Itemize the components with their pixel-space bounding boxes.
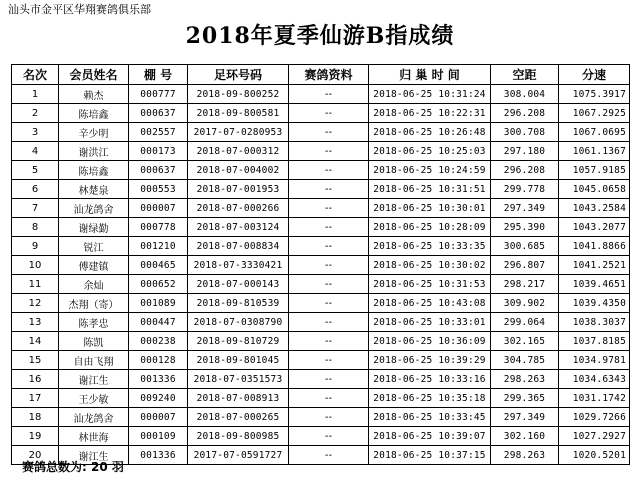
- rank-cell: 20: [12, 446, 59, 465]
- distance-cell: 298.263: [491, 370, 559, 389]
- table-row: [12, 142, 630, 161]
- rank-cell: 3: [12, 123, 59, 142]
- table-row: [12, 389, 630, 408]
- speed-cell: 1039.4350: [559, 294, 630, 313]
- page-title: 2018年夏季仙游B指成绩: [185, 23, 455, 49]
- rank-cell: 15: [12, 351, 59, 370]
- distance-cell: 297.349: [491, 199, 559, 218]
- loft-number-cell: 000007: [129, 408, 188, 427]
- arrival-time-cell: 2018-06-25 10:25:03: [369, 142, 491, 161]
- rank-cell: 9: [12, 237, 59, 256]
- arrival-time-cell: 2018-06-25 10:33:35: [369, 237, 491, 256]
- header-pigeon-info: 赛鸽资料: [289, 65, 369, 85]
- header-ring-number: 足环号码: [188, 65, 289, 85]
- pigeon-info-cell: --: [289, 256, 369, 275]
- speed-cell: 1034.6343: [559, 370, 630, 389]
- speed-cell: 1067.0695: [559, 123, 630, 142]
- member-name-cell: 谢绿勤: [59, 218, 129, 237]
- distance-cell: 302.160: [491, 427, 559, 446]
- arrival-time-cell: 2018-06-25 10:43:08: [369, 294, 491, 313]
- loft-number-cell: 000007: [129, 199, 188, 218]
- member-name-cell: 王少敏: [59, 389, 129, 408]
- rank-cell: 12: [12, 294, 59, 313]
- ring-number-cell: 2018-07-008834: [188, 237, 289, 256]
- loft-number-cell: 002557: [129, 123, 188, 142]
- rank-cell: 8: [12, 218, 59, 237]
- loft-number-cell: 000553: [129, 180, 188, 199]
- speed-cell: 1057.9185: [559, 161, 630, 180]
- distance-cell: 299.064: [491, 313, 559, 332]
- member-name-cell: 自由飞翔: [59, 351, 129, 370]
- member-name-cell: 陈培鑫: [59, 161, 129, 180]
- loft-number-cell: 009240: [129, 389, 188, 408]
- results-table: [11, 64, 630, 465]
- loft-number-cell: 001336: [129, 370, 188, 389]
- speed-cell: 1038.3037: [559, 313, 630, 332]
- rank-cell: 13: [12, 313, 59, 332]
- member-name-cell: 陈培鑫: [59, 104, 129, 123]
- member-name-cell: 谢洪江: [59, 142, 129, 161]
- member-name-cell: 傅建镇: [59, 256, 129, 275]
- member-name-cell: 杰翔（寄）: [59, 294, 129, 313]
- distance-cell: 309.902: [491, 294, 559, 313]
- arrival-time-cell: 2018-06-25 10:33:16: [369, 370, 491, 389]
- distance-cell: 299.778: [491, 180, 559, 199]
- distance-cell: 296.208: [491, 161, 559, 180]
- rank-cell: 19: [12, 427, 59, 446]
- rank-cell: 5: [12, 161, 59, 180]
- pigeon-info-cell: --: [289, 351, 369, 370]
- pigeon-info-cell: --: [289, 313, 369, 332]
- arrival-time-cell: 2018-06-25 10:28:09: [369, 218, 491, 237]
- rank-cell: 4: [12, 142, 59, 161]
- member-name-cell: 林楚泉: [59, 180, 129, 199]
- arrival-time-cell: 2018-06-25 10:22:31: [369, 104, 491, 123]
- distance-cell: 296.807: [491, 256, 559, 275]
- pigeon-info-cell: --: [289, 389, 369, 408]
- member-name-cell: 辛少明: [59, 123, 129, 142]
- arrival-time-cell: 2018-06-25 10:26:48: [369, 123, 491, 142]
- member-name-cell: 锐江: [59, 237, 129, 256]
- ring-number-cell: 2018-07-000312: [188, 142, 289, 161]
- header-speed: 分速: [559, 65, 630, 85]
- distance-cell: 300.685: [491, 237, 559, 256]
- rank-cell: 1: [12, 85, 59, 104]
- pigeon-info-cell: --: [289, 161, 369, 180]
- member-name-cell: 汕龙鸽舍: [59, 199, 129, 218]
- member-name-cell: 赖杰: [59, 85, 129, 104]
- distance-cell: 308.004: [491, 85, 559, 104]
- pigeon-info-cell: --: [289, 104, 369, 123]
- distance-cell: 297.180: [491, 142, 559, 161]
- total-count: 赛鸽总数为: 20 羽: [22, 460, 124, 474]
- table-row: [12, 123, 630, 142]
- arrival-time-cell: 2018-06-25 10:31:51: [369, 180, 491, 199]
- speed-cell: 1041.8866: [559, 237, 630, 256]
- ring-number-cell: 2018-07-000266: [188, 199, 289, 218]
- rank-cell: 11: [12, 275, 59, 294]
- speed-cell: 1031.1742: [559, 389, 630, 408]
- speed-cell: 1061.1367: [559, 142, 630, 161]
- loft-number-cell: 000777: [129, 85, 188, 104]
- ring-number-cell: 2018-07-004002: [188, 161, 289, 180]
- pigeon-info-cell: --: [289, 199, 369, 218]
- loft-number-cell: 000637: [129, 104, 188, 123]
- speed-cell: 1045.0658: [559, 180, 630, 199]
- table-row: [12, 332, 630, 351]
- table-row: [12, 180, 630, 199]
- ring-number-cell: 2017-07-0591727: [188, 446, 289, 465]
- pigeon-info-cell: --: [289, 275, 369, 294]
- pigeon-info-cell: --: [289, 180, 369, 199]
- pigeon-info-cell: --: [289, 427, 369, 446]
- rank-cell: 10: [12, 256, 59, 275]
- distance-cell: 302.165: [491, 332, 559, 351]
- ring-number-cell: 2018-09-801045: [188, 351, 289, 370]
- speed-cell: 1043.2077: [559, 218, 630, 237]
- member-name-cell: 陈凯: [59, 332, 129, 351]
- distance-cell: 297.349: [491, 408, 559, 427]
- table-row: [12, 294, 630, 313]
- arrival-time-cell: 2018-06-25 10:31:24: [369, 85, 491, 104]
- ring-number-cell: 2018-07-000265: [188, 408, 289, 427]
- loft-number-cell: 001089: [129, 294, 188, 313]
- speed-cell: 1041.2521: [559, 256, 630, 275]
- table-row: [12, 85, 630, 104]
- rank-cell: 17: [12, 389, 59, 408]
- table-row: [12, 161, 630, 180]
- pigeon-info-cell: --: [289, 446, 369, 465]
- rank-cell: 16: [12, 370, 59, 389]
- loft-number-cell: 001336: [129, 446, 188, 465]
- distance-cell: 298.263: [491, 446, 559, 465]
- arrival-time-cell: 2018-06-25 10:30:02: [369, 256, 491, 275]
- ring-number-cell: 2018-09-810539: [188, 294, 289, 313]
- ring-number-cell: 2018-07-0308790: [188, 313, 289, 332]
- ring-number-cell: 2018-07-0351573: [188, 370, 289, 389]
- loft-number-cell: 000465: [129, 256, 188, 275]
- member-name-cell: 陈孝忠: [59, 313, 129, 332]
- table-row: [12, 237, 630, 256]
- table-row: [12, 408, 630, 427]
- table-row: [12, 427, 630, 446]
- pigeon-info-cell: --: [289, 123, 369, 142]
- table-row: [12, 104, 630, 123]
- table-header-row: [12, 65, 630, 85]
- rank-cell: 7: [12, 199, 59, 218]
- header-loft-number: 棚 号: [129, 65, 188, 85]
- pigeon-info-cell: --: [289, 408, 369, 427]
- loft-number-cell: 001210: [129, 237, 188, 256]
- table-row: [12, 199, 630, 218]
- arrival-time-cell: 2018-06-25 10:33:45: [369, 408, 491, 427]
- speed-cell: 1037.8185: [559, 332, 630, 351]
- loft-number-cell: 000128: [129, 351, 188, 370]
- member-name-cell: 谢江生: [59, 370, 129, 389]
- rank-cell: 18: [12, 408, 59, 427]
- arrival-time-cell: 2018-06-25 10:35:18: [369, 389, 491, 408]
- header-rank: 名次: [12, 65, 59, 85]
- arrival-time-cell: 2018-06-25 10:37:15: [369, 446, 491, 465]
- arrival-time-cell: 2018-06-25 10:39:29: [369, 351, 491, 370]
- speed-cell: 1075.3917: [559, 85, 630, 104]
- rank-cell: 6: [12, 180, 59, 199]
- ring-number-cell: 2018-07-001953: [188, 180, 289, 199]
- loft-number-cell: 000109: [129, 427, 188, 446]
- speed-cell: 1039.4651: [559, 275, 630, 294]
- loft-number-cell: 000238: [129, 332, 188, 351]
- pigeon-info-cell: --: [289, 294, 369, 313]
- pigeon-info-cell: --: [289, 237, 369, 256]
- member-name-cell: 谢江生: [59, 446, 129, 465]
- header-distance: 空距: [491, 65, 559, 85]
- speed-cell: 1043.2584: [559, 199, 630, 218]
- speed-cell: 1067.2925: [559, 104, 630, 123]
- ring-number-cell: 2018-09-810729: [188, 332, 289, 351]
- header-member-name: 会员姓名: [59, 65, 129, 85]
- ring-number-cell: 2018-07-3330421: [188, 256, 289, 275]
- arrival-time-cell: 2018-06-25 10:39:07: [369, 427, 491, 446]
- arrival-time-cell: 2018-06-25 10:30:01: [369, 199, 491, 218]
- distance-cell: 304.785: [491, 351, 559, 370]
- distance-cell: 299.365: [491, 389, 559, 408]
- speed-cell: 1020.5201: [559, 446, 630, 465]
- ring-number-cell: 2018-09-800581: [188, 104, 289, 123]
- table-body: [12, 85, 630, 465]
- member-name-cell: 汕龙鸽舍: [59, 408, 129, 427]
- rank-cell: 2: [12, 104, 59, 123]
- table-row: [12, 256, 630, 275]
- ring-number-cell: 2018-09-800252: [188, 85, 289, 104]
- pigeon-info-cell: --: [289, 142, 369, 161]
- distance-cell: 295.390: [491, 218, 559, 237]
- ring-number-cell: 2017-07-0280953: [188, 123, 289, 142]
- ring-number-cell: 2018-07-000143: [188, 275, 289, 294]
- loft-number-cell: 000173: [129, 142, 188, 161]
- loft-number-cell: 000652: [129, 275, 188, 294]
- arrival-time-cell: 2018-06-25 10:31:53: [369, 275, 491, 294]
- distance-cell: 298.217: [491, 275, 559, 294]
- table-row: [12, 275, 630, 294]
- arrival-time-cell: 2018-06-25 10:36:09: [369, 332, 491, 351]
- distance-cell: 296.208: [491, 104, 559, 123]
- pigeon-info-cell: --: [289, 370, 369, 389]
- club-name: 汕头市金平区华翔赛鸽俱乐部: [8, 3, 151, 16]
- speed-cell: 1034.9781: [559, 351, 630, 370]
- table-row: [12, 370, 630, 389]
- speed-cell: 1027.2927: [559, 427, 630, 446]
- rank-cell: 14: [12, 332, 59, 351]
- header-arrival-time: 归 巢 时 间: [369, 65, 491, 85]
- pigeon-info-cell: --: [289, 218, 369, 237]
- distance-cell: 300.708: [491, 123, 559, 142]
- arrival-time-cell: 2018-06-25 10:24:59: [369, 161, 491, 180]
- ring-number-cell: 2018-07-003124: [188, 218, 289, 237]
- member-name-cell: 余灿: [59, 275, 129, 294]
- loft-number-cell: 000637: [129, 161, 188, 180]
- ring-number-cell: 2018-09-800985: [188, 427, 289, 446]
- arrival-time-cell: 2018-06-25 10:33:01: [369, 313, 491, 332]
- table-row: [12, 351, 630, 370]
- speed-cell: 1029.7266: [559, 408, 630, 427]
- loft-number-cell: 000447: [129, 313, 188, 332]
- pigeon-info-cell: --: [289, 332, 369, 351]
- table-row: [12, 313, 630, 332]
- member-name-cell: 林世海: [59, 427, 129, 446]
- loft-number-cell: 000778: [129, 218, 188, 237]
- table-row: [12, 218, 630, 237]
- pigeon-info-cell: --: [289, 85, 369, 104]
- ring-number-cell: 2018-07-008913: [188, 389, 289, 408]
